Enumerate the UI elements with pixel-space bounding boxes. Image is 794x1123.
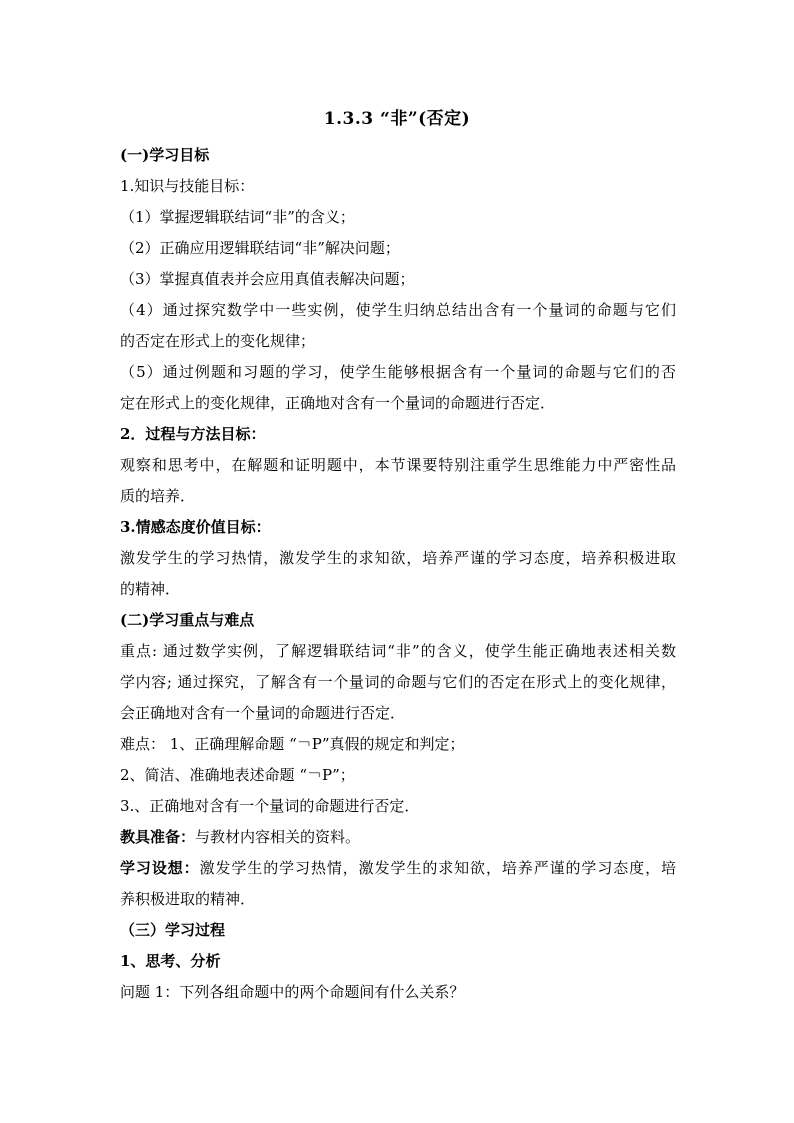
- text-line: [120, 853, 676, 884]
- text-line: 1、思考、分析: [120, 952, 221, 970]
- text-line: 3.、正确地对含有一个量词的命题进行否定．: [120, 797, 420, 815]
- text-line: 定在形式上的变化规律，正确地对含有一个量词的命题进行否定．: [120, 394, 556, 412]
- text-line: （4）通过探究数学中一些实例，使学生归纳总结出含有一个量词的命题与它们: [120, 301, 676, 319]
- line-text: 激发学生的学习热情，激发学生的求知欲，培养严谨的学习态度，培: [199, 859, 676, 877]
- text-line: （1）掌握逻辑联结词“非”的含义；: [120, 208, 355, 226]
- text-line: 质的培养．: [120, 487, 196, 505]
- page-title: 1.3.3 “非”(否定): [323, 109, 471, 129]
- text-line: 学内容; 通过探究，了解含有一个量词的命题与它们的否定在形式上的变化规律，: [120, 673, 676, 691]
- text-line: (二)学习重点与难点: [120, 611, 255, 629]
- text-line: 养积极进取的精神．: [120, 890, 256, 908]
- text-line: 的精神．: [120, 580, 181, 598]
- text-line: 的否定在形式上的变化规律；: [120, 332, 316, 350]
- text-line: （三）学习过程: [120, 921, 226, 939]
- line-text: 与教材内容相关的资料。: [195, 828, 361, 846]
- text-line: （3）掌握真值表并会应用真值表解决问题；: [120, 270, 415, 288]
- text-line: (一)学习目标: [120, 146, 210, 164]
- line-label: 学习设想：: [120, 859, 200, 877]
- document-body: [120, 140, 676, 1008]
- text-line: 3.情感态度价值目标：: [120, 518, 271, 536]
- text-line: （5）通过例题和习题的学习，使学生能够根据含有一个量词的命题与它们的否: [120, 363, 676, 381]
- text-line: 1.知识与技能目标：: [120, 177, 255, 195]
- text-line: 2．过程与方法目标：: [120, 425, 266, 443]
- text-line: 2、简洁、准确地表述命题 “￢P”；: [120, 766, 355, 784]
- text-line: 重点: 通过数学实例，了解逻辑联结词“非”的含义，使学生能正确地表述相关数: [120, 642, 676, 660]
- text-line: （2）正确应用逻辑联结词“非”解决问题；: [120, 239, 400, 257]
- text-line: [120, 822, 676, 853]
- text-line: 难点： 1、正确理解命题 “￢P”真假的规定和判定；: [120, 735, 465, 753]
- text-line: 观察和思考中，在解题和证明题中，本节课要特别注重学生思维能力中严密性品: [120, 456, 676, 474]
- text-line: 问题 1：下列各组命题中的两个命题间有什么关系？: [120, 983, 465, 1001]
- line-label: 教具准备：: [120, 828, 196, 846]
- text-line: 激发学生的学习热情，激发学生的求知欲，培养严谨的学习态度，培养积极进取: [120, 549, 676, 567]
- text-line: 会正确地对含有一个量词的命题进行否定．: [120, 704, 406, 722]
